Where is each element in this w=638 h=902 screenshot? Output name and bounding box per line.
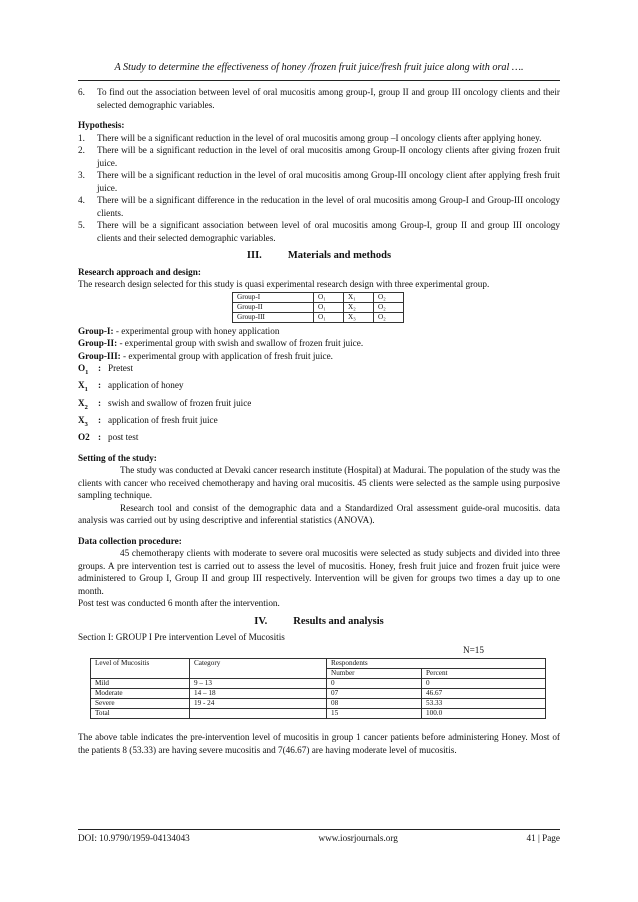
table-cell: X₃ [344, 312, 374, 322]
table-cell: Total [91, 709, 190, 719]
group-text: - experimental group with application of fresh fruit juice. [120, 350, 333, 361]
abbreviation-symbol: $X_1$ [78, 380, 88, 394]
group-text: - experimental group with honey application [113, 325, 280, 336]
objective-text: To find out the association between level of oral mucositis among group-I, group II and group III oncology clients and their selected demographic variables. [97, 87, 560, 110]
table-cell: O₁ [314, 302, 344, 312]
table-row [91, 679, 546, 689]
data-collection-heading: Data collection procedure: [78, 535, 182, 546]
table-cell: Severe [91, 699, 190, 709]
hypothesis-number: 2. [78, 145, 85, 155]
abbreviation-colon: : [98, 363, 102, 373]
table-cell: Mild [91, 679, 190, 689]
table-row [91, 699, 546, 709]
footer-page-number: 41 | Page [526, 833, 560, 843]
table-cell: 19 - 24 [190, 699, 327, 709]
abbreviation-symbol: $O_1$ [78, 363, 89, 376]
group-label: Group-III: [78, 350, 121, 361]
group-definition [78, 325, 560, 338]
table-cell: X₂ [344, 302, 374, 312]
abbreviation-row [78, 397, 560, 414]
hypothesis-text: There will be a significant reduction in the level of oral mucositis among Group-III oncology client after applying fresh fruit juice. [97, 170, 560, 193]
data-collection-paragraph: Post test was conducted 6 month after the intervention. [78, 598, 280, 609]
section-heading-results [78, 616, 560, 629]
hypothesis-text: There will be a significant reduction in the level of oral mucositis among Group-II oncology clients after giving frozen fruit juice. [97, 145, 560, 168]
abbreviation-colon: : [98, 414, 102, 425]
hypothesis-item [78, 194, 560, 219]
hypothesis-heading: Hypothesis: [78, 120, 125, 130]
table-header-cell: Number [327, 669, 422, 679]
research-heading: Research approach and design: [78, 266, 201, 277]
table-cell: O₂ [374, 312, 404, 322]
table-cell: O₂ [374, 292, 404, 302]
page-footer [78, 833, 560, 843]
abbreviation-text: post test [108, 432, 139, 443]
table-cell: 100.0 [422, 709, 546, 719]
table-cell: O₁ [314, 312, 344, 322]
analysis-paragraph: The above table indicates the pre-intervention level of mucositis in group 1 cancer patients before administering Honey. Most of the patients 8 (53.33) are having severe mucositis and 7(46.67) are having moderate level of mucositis. [78, 732, 560, 755]
group-definition [78, 350, 560, 363]
hypothesis-item [78, 219, 560, 244]
group-definition [78, 337, 560, 350]
page-content [78, 86, 560, 756]
abbreviation-row [78, 431, 560, 444]
table-cell [190, 709, 327, 719]
table-header-row [91, 659, 546, 669]
hypothesis-item [78, 132, 560, 145]
table-cell: X₁ [344, 292, 374, 302]
table-cell: 0 [422, 679, 546, 689]
hypothesis-number: 3. [78, 170, 85, 180]
objective-item [78, 86, 560, 111]
table-header-cell: Level of Mucositis [91, 659, 190, 679]
hypothesis-item [78, 169, 560, 194]
design-table [232, 292, 404, 323]
objective-number: 6. [78, 87, 85, 97]
setting-paragraph: Research tool and consist of the demographic data and a Standardized Oral assessment guide-oral mucositis. data analysis was carried out by using descriptive and inferential statistics (ANOVA). [78, 502, 560, 526]
abbreviation-colon: : [98, 432, 102, 443]
footer-rule [78, 829, 560, 830]
table-cell: 15 [327, 709, 422, 719]
section-heading-materials [78, 250, 560, 263]
group-label: Group-II: [78, 338, 118, 348]
table-header-cell: Category [190, 659, 327, 679]
abbreviation-row [78, 379, 560, 396]
table-caption: Section I: GROUP I Pre intervention Level of Mucositis [78, 632, 285, 643]
hypothesis-text: There will be a significant reduction in the level of oral mucositis among group –I oncology clients after applying honey. [97, 132, 542, 143]
abbreviation-text: swish and swallow of frozen fruit juice [108, 397, 252, 408]
table-cell: O₁ [314, 292, 344, 302]
hypothesis-number: 5. [78, 220, 85, 230]
hypothesis-text: There will be a significant association between level of oral mucositis among Group-I, group II and group III oncology clients and their selected demographic variables. [97, 220, 560, 243]
abbreviation-row [78, 414, 560, 431]
running-head: A Study to determine the effectiveness of honey /frozen fruit juice/fresh fruit juice along with oral …. [114, 62, 524, 73]
table-cell: 08 [327, 699, 422, 709]
table-row [91, 689, 546, 699]
table-cell: 0 [327, 679, 422, 689]
hypothesis-item [78, 144, 560, 169]
hypothesis-number: 4. [78, 195, 85, 205]
group-text: - experimental group with swish and swallow of frozen fruit juice. [117, 338, 364, 348]
footer-site: www.iosrjournals.org [318, 833, 398, 843]
table-row [233, 302, 404, 312]
table-cell: 9 – 13 [190, 679, 327, 689]
table-row [233, 292, 404, 302]
abbreviation-colon: : [98, 380, 102, 391]
table-cell: Group-II [233, 302, 314, 312]
table-header-cell: Respondents [327, 659, 546, 669]
section-title: Materials and methods [287, 250, 392, 261]
setting-paragraph: The study was conducted at Devaki cancer research institute (Hospital) at Madurai. The population of the study was the clients with cancer who received chemotherapy and having oral mucositis. 45 clients were selected as the sample using purposive sampling technique. [78, 465, 560, 501]
footer-doi: DOI: 10.9790/1959-04134043 [78, 833, 190, 843]
table-cell: Group-I [233, 292, 314, 302]
abbreviation-text: Pretest [108, 363, 134, 373]
abbreviation-text: application of fresh fruit juice [108, 414, 218, 425]
table-cell: Moderate [91, 689, 190, 699]
sample-size-label: N=15 [462, 644, 484, 655]
abbreviation-symbol: $X_3$ [78, 414, 88, 428]
table-cell: 53.33 [422, 699, 546, 709]
research-text: The research design selected for this study is quasi experimental research design with three experimental group. [78, 279, 490, 289]
table-cell: O₂ [374, 302, 404, 312]
table-cell: 46.67 [422, 689, 546, 699]
section-title: Results and analysis [293, 615, 384, 627]
data-collection-paragraph: 45 chemotherapy clients with moderate to severe oral mucositis were selected as study subjects and divided into three groups. A pre intervention test is carried out to assess the level of mucositis. Honey, fresh fruit juice and frozen fruit juice were administered to Group I, Group II and group III respectively. Intervention will be given for groups two times a day up to one month. [78, 548, 560, 596]
hypothesis-number: 1. [78, 132, 85, 143]
table-cell: 14 – 18 [190, 689, 327, 699]
group-label: Group-I: [78, 325, 114, 336]
table-cell: Group-III [233, 312, 314, 322]
setting-heading: Setting of the study: [78, 452, 157, 463]
table-row [233, 312, 404, 322]
results-table [90, 658, 546, 719]
abbreviation-colon: : [98, 397, 102, 408]
section-number: IV. [254, 615, 268, 627]
table-row [91, 709, 546, 719]
abbreviation-symbol: O2 [78, 432, 90, 443]
hypothesis-text: There will be a significant difference in the reducation in the level of oral mucositis among Group-I and Group-III oncology clients. [97, 195, 560, 218]
table-cell: 07 [327, 689, 422, 699]
section-number: III. [246, 250, 262, 261]
hypothesis-list [78, 132, 560, 245]
table-header-cell: Percent [422, 669, 546, 679]
header-rule [78, 80, 560, 81]
abbreviation-row [78, 362, 560, 379]
abbreviation-text: application of honey [108, 380, 184, 391]
abbreviation-symbol: $X_2$ [78, 397, 88, 411]
